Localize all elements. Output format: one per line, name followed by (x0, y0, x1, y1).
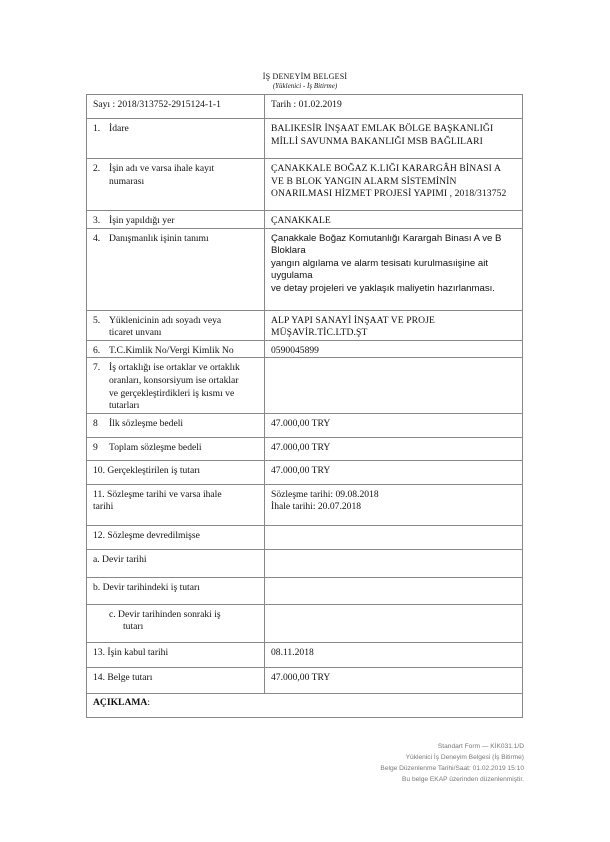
row-value (265, 604, 523, 642)
value-line: MÜŞAVİR.TİC.LTD.ŞT (271, 327, 368, 339)
row-label (87, 484, 265, 525)
footer-line: Standart Form — KİK031.1/D (437, 743, 524, 750)
row-label-text: T.C.Kimlik No/Vergi Kimlik No (109, 344, 234, 356)
table-row-yer (87, 211, 523, 229)
row-label-text: ticaret unvanı (109, 327, 162, 339)
row-number: 8 (93, 417, 98, 429)
row-label-text: numarası (109, 175, 145, 187)
sayi-cell: Sayı : 2018/313752-2915124-1-1 (87, 95, 265, 119)
row-label-text: 12. Sözleşme devredilmişse (87, 525, 265, 549)
row-label (87, 413, 265, 437)
value-line: yangın algılama ve alarm tesisatı kurulmasıişine ait uygulama (271, 257, 489, 282)
table-row-ilk-sozlesme (87, 413, 523, 437)
row-number: 3. (93, 215, 101, 226)
row-value: 47.000,00 TRY (265, 667, 523, 693)
row-label-text: İlk sözleşme bedeli (109, 417, 184, 429)
row-label (87, 211, 265, 229)
row-value (265, 159, 523, 211)
footer-line: Belge Düzenlenme Tarihi/Saat: 01.02.2019 15:10 (380, 765, 524, 772)
row-label-text: c. Devir tarihinden sonraki iş (109, 608, 221, 620)
row-label-text: İşin yapıldığı yer (109, 215, 175, 226)
row-value (265, 577, 523, 604)
row-value: 47.000,00 TRY (265, 460, 523, 484)
value-line: ve detay projeleri ve yaklaşık maliyetin hazırlanması. (271, 282, 495, 294)
row-label (87, 119, 265, 159)
row-label-text: tarihi (93, 501, 114, 513)
value-line: MİLLİ SAVUNMA BAKANLIĞI MSB BAĞLILARI (271, 135, 483, 147)
row-value: 08.11.2018 (265, 642, 523, 667)
table-row-belge-tutari (87, 667, 523, 693)
row-number: 7. (93, 362, 101, 374)
row-number: 1. (93, 123, 101, 134)
row-label-text: ve gerçekleştirdikleri iş kısmı ve (109, 387, 235, 399)
table-row-sozlesme-tarihi (87, 484, 523, 525)
table-row-is-adi (87, 159, 523, 211)
aciklama-colon: : (147, 696, 151, 708)
row-value: 0590045899 (265, 340, 523, 358)
row-value: ÇANAKKALE (265, 211, 523, 229)
aciklama-cell (87, 693, 523, 717)
row-label-text: Danışmanlık işinin tanımı (109, 232, 209, 244)
row-label-text: b. Devir tarihindeki iş tutarı (87, 577, 265, 604)
tarih-cell: Tarih : 01.02.2019 (265, 95, 523, 119)
row-number: 5. (93, 314, 101, 326)
row-label-text: 10. Gerçekleştirilen iş tutarı (87, 460, 265, 484)
row-value (265, 525, 523, 549)
row-label-text: tutarları (109, 400, 140, 412)
row-label-text: 13. İşin kabul tarihi (87, 642, 265, 667)
experience-form-table (86, 94, 523, 718)
table-row-danismanlik (87, 228, 523, 310)
table-row-yuklenici (87, 310, 523, 340)
document-subtitle: (Yüklenici - İş Bitirme) (272, 82, 338, 90)
document-footer (380, 741, 524, 785)
row-value (265, 310, 523, 340)
footer-line: Bu belge EKAP üzerinden düzenlenmiştir. (402, 776, 524, 783)
table-row-idare (87, 119, 523, 159)
row-value (265, 484, 523, 525)
row-label-text: İşin adı ve varsa ihale kayıt (109, 163, 215, 174)
row-label-text: 11. Sözleşme tarihi ve varsa ihale (93, 488, 222, 500)
row-value: 47.000,00 TRY (265, 413, 523, 437)
table-row-devir-sonraki (87, 604, 523, 642)
aciklama-label: AÇIKLAMA (93, 696, 148, 708)
row-label-text: İş ortaklığı ise ortaklar ve ortaklık (109, 362, 240, 374)
row-label (87, 437, 265, 460)
row-label (87, 358, 265, 413)
table-row-vergi-no (87, 340, 523, 358)
row-value (265, 549, 523, 577)
row-label-text: 14. Belge tutarı (87, 667, 265, 693)
table-row-gerceklestirilen (87, 460, 523, 484)
table-row-is-ortakligi (87, 358, 523, 413)
row-label-text: Yüklenicinin adı soyadı veya (109, 314, 222, 326)
row-value (265, 119, 523, 159)
value-line: ONARILMASI HİZMET PROJESİ YAPIMI , 2018/313752 (271, 188, 507, 200)
row-label-text: a. Devir tarihi (87, 549, 265, 577)
row-label (87, 159, 265, 211)
row-label-text: Toplam sözleşme bedeli (109, 441, 202, 453)
table-row-devir-is-tutari (87, 577, 523, 604)
row-number: 2. (93, 163, 101, 174)
row-label-text: oranları, konsorsiyum ise ortaklar (109, 374, 239, 386)
row-number: 4. (93, 232, 101, 244)
table-row-aciklama (87, 693, 523, 717)
table-row-devir (87, 525, 523, 549)
document-title: İŞ DENEYİM BELGESİ (262, 72, 348, 81)
value-line: İhale tarihi: 20.07.2018 (271, 501, 362, 513)
value-line: VE B BLOK YANGIN ALARM SİSTEMİNİN (271, 175, 457, 187)
row-label (87, 310, 265, 340)
row-label (87, 604, 265, 642)
footer-line: Yüklenici İş Deneyim Belgesi (İş Bitirme) (405, 754, 524, 761)
row-label-text: İdare (109, 123, 129, 134)
value-line: ÇANAKKALE BOĞAZ K.LIĞI KARARGÂH BİNASI A (271, 163, 501, 174)
table-row-sayi-tarih (87, 95, 523, 119)
value-line: Çanakkale Boğaz Komutanlığı Karargah Binası A ve B Bloklara (271, 232, 502, 257)
value-line: BALIKESİR İNŞAAT EMLAK BÖLGE BAŞKANLIĞI (271, 123, 494, 134)
row-number: 9 (93, 441, 98, 453)
table-row-kabul-tarihi (87, 642, 523, 667)
row-label-text: tutarı (123, 621, 144, 633)
row-number: 6. (93, 344, 101, 356)
row-value (265, 228, 523, 310)
row-label (87, 340, 265, 358)
row-label (87, 228, 265, 310)
value-line: Sözleşme tarihi: 09.08.2018 (271, 488, 379, 500)
row-value (265, 358, 523, 413)
value-line: ALP YAPI SANAYİ İNŞAAT VE PROJE (271, 314, 435, 326)
row-value: 47.000,00 TRY (265, 437, 523, 460)
table-row-devir-tarihi (87, 549, 523, 577)
table-row-toplam-sozlesme (87, 437, 523, 460)
